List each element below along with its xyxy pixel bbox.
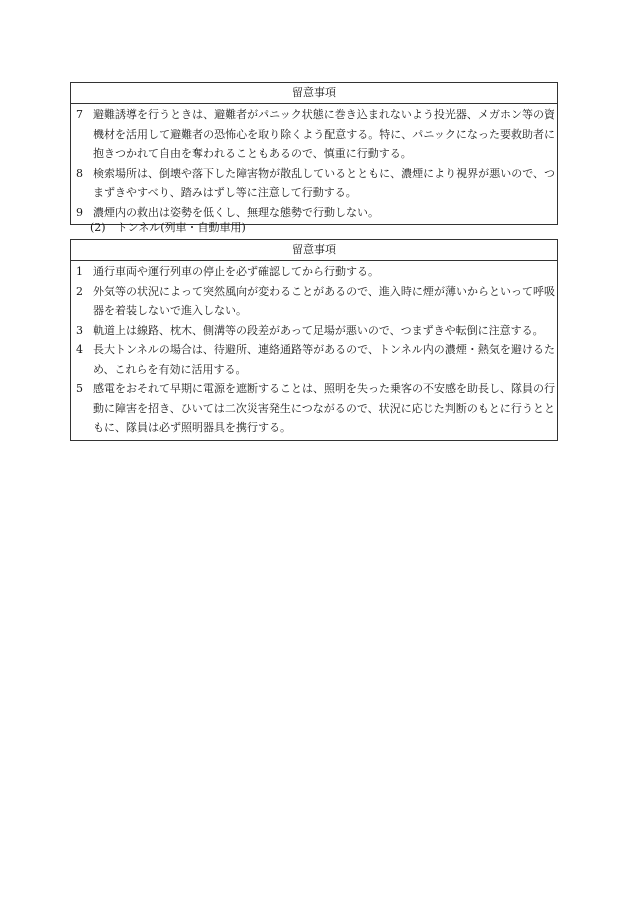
note-number: 4: [76, 343, 83, 356]
note-number: 9: [76, 205, 83, 219]
note-number: 1: [76, 265, 83, 278]
notes-table-header: 留意事項: [71, 240, 557, 261]
notes-table-body: [71, 261, 557, 440]
note-item: [76, 282, 555, 321]
note-text: 濃煙内の救出は姿勢を低くし、無理な態勢で行動しない。: [93, 205, 379, 219]
note-text: 検索場所は、倒壊や落下した障害物が散乱しているとともに、濃煙により視界が悪いので、つまずきやすべり、踏みはずし等に注意して行動する。: [93, 166, 555, 199]
note-number: 2: [76, 284, 83, 298]
note-text: 感電をおそれて早期に電源を遮断することは、照明を失った乗客の不安感を助長し、隊員の行動に障害を招き、ひいては二次災害発生につながるので、状況に応じた判断のもとに行うとともに、隊員は必ず照明器具を携行する。: [93, 382, 555, 434]
note-item: [76, 262, 555, 282]
note-text: 避難誘導を行うときは、避難者がパニック状態に巻き込まれないよう投光器、メガホン等の資機材を活用して避難者の恐怖心を取り除くよう配意する。特に、パニックになった要救助者に抱きつかれて自由を奪われることもあるので、慎重に行動する。: [93, 108, 555, 160]
note-text: 軌道上は線路、枕木、側溝等の段差があって足場が悪いので、つまずきや転倒に注意する。: [93, 323, 544, 337]
notes-table-tunnel: [70, 239, 558, 441]
notes-table-header: 留意事項: [71, 83, 557, 104]
note-item: [76, 340, 555, 379]
note-text: 通行車両や運行列車の停止を必ず確認してから行動する。: [93, 265, 379, 278]
note-item: [76, 379, 555, 438]
note-item: [76, 164, 555, 203]
subsection-title-tunnel: (2) トンネル(列車・自動車用): [90, 221, 246, 234]
note-number: 8: [76, 166, 83, 180]
note-item: [76, 321, 555, 341]
note-text: 外気等の状況によって突然風向が変わることがあるので、進入時に煙が薄いからといって呼吸器を着装しないで進入しない。: [93, 284, 555, 317]
notes-table-body: [71, 104, 557, 224]
note-number: 7: [76, 108, 83, 121]
note-item: [76, 105, 555, 164]
notes-table-evacuation: [70, 82, 558, 225]
note-number: 3: [76, 323, 83, 337]
note-text: 長大トンネルの場合は、待避所、連絡通路等があるので、トンネル内の濃煙・熱気を避けるため、これらを有効に活用する。: [93, 343, 555, 376]
note-number: 5: [76, 382, 83, 395]
